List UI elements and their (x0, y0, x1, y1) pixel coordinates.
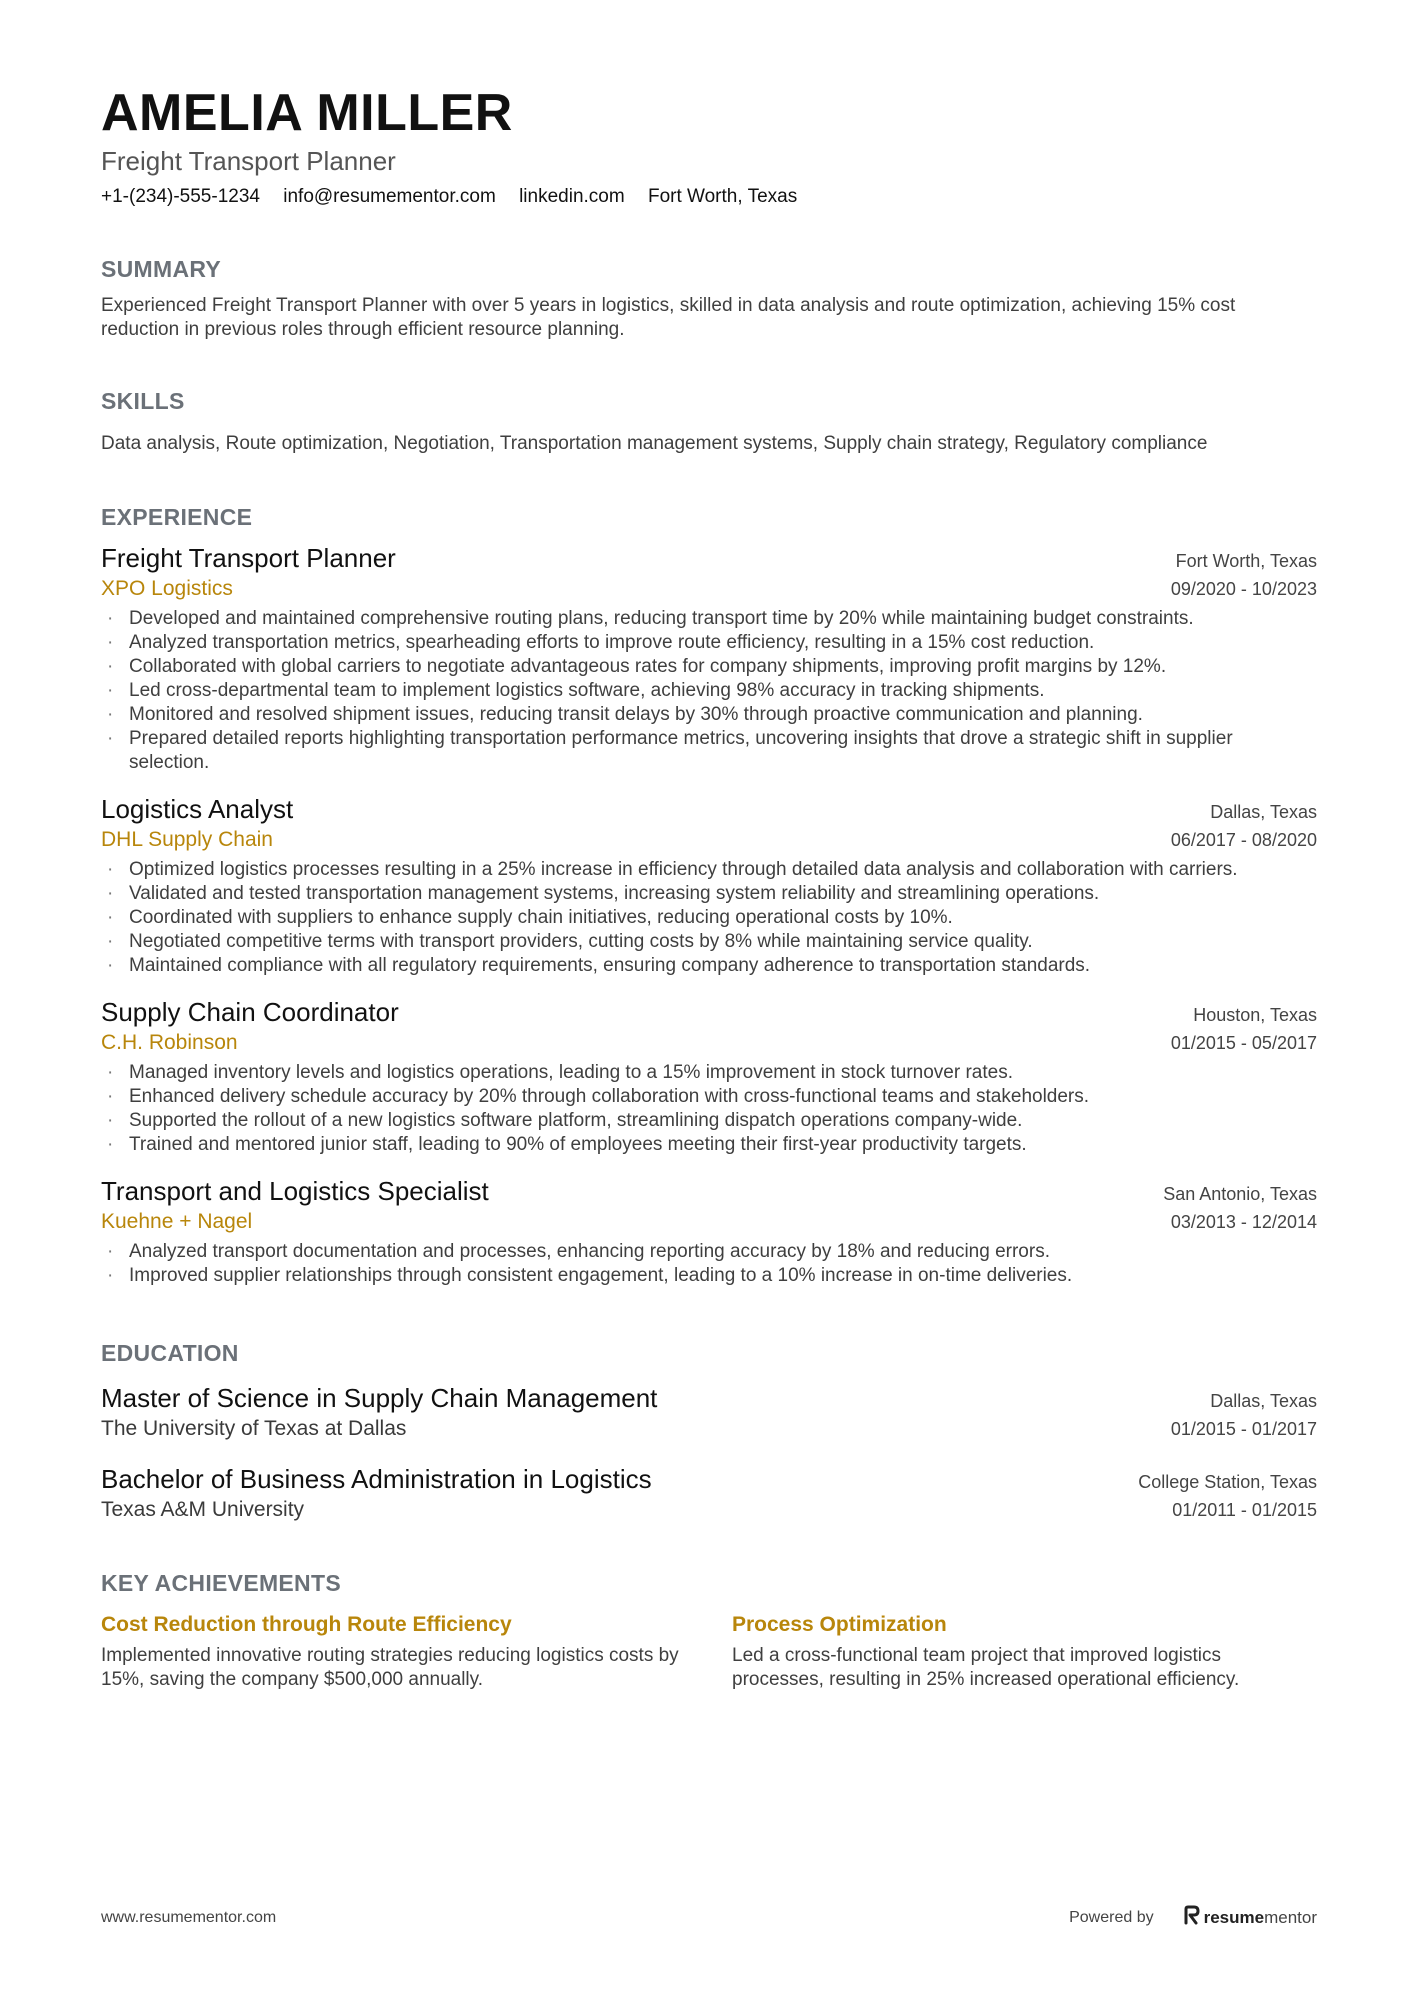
job-bullet: · Monitored and resolved shipment issues, reducing transit delays by 30% through proactive communication and planning. (101, 703, 1317, 727)
achievements-grid (101, 1610, 1317, 1692)
job-bullet: · Led cross-departmental team to implement logistics software, achieving 98% accuracy in tracking shipments. (101, 679, 1317, 703)
job-location: Houston, Texas (1193, 1005, 1317, 1025)
job-bullet: · Optimized logistics processes resulting in a 25% increase in efficiency through detailed data analysis and collaboration with carriers. (101, 858, 1317, 882)
education-degree: Bachelor of Business Administration in Logistics (101, 1464, 652, 1494)
achievement-title: Cost Reduction through Route Efficiency (101, 1613, 512, 1636)
skills-text: Data analysis, Route optimization, Negotiation, Transportation management systems, Supply chain strategy, Regulatory compliance (101, 433, 1208, 454)
job-bullet: · Analyzed transportation metrics, spearheading efforts to improve route efficiency, resulting in a 15% cost reduction. (101, 631, 1317, 655)
contact-phone: +1-(234)-555-1234 (101, 186, 260, 207)
contact-location: Fort Worth, Texas (647, 186, 798, 207)
job-company: Kuehne + Nagel (101, 1210, 253, 1233)
contact-line (101, 184, 1317, 210)
job-title: Logistics Analyst (101, 794, 294, 824)
job-entry (101, 1175, 1317, 1288)
footer-url-link[interactable]: www.resumementor.com (101, 1908, 277, 1926)
achievements-section (101, 1568, 1317, 1692)
job-bullet: · Developed and maintained comprehensive routing plans, reducing transport time by 20% while maintaining budget constraints. (101, 607, 1317, 631)
job-bullet: · Coordinated with suppliers to enhance supply chain initiatives, reducing operational costs by 10%. (101, 906, 1317, 930)
achievement-description: Led a cross-functional team project that improved logistics processes, resulting in 25% increased operational efficiency. (732, 1645, 1240, 1690)
job-dates: 03/2013 - 12/2014 (1170, 1212, 1317, 1232)
achievements-title: KEY ACHIEVEMENTS (101, 1570, 341, 1596)
experience-section (101, 502, 1317, 1288)
job-location: Dallas, Texas (1210, 802, 1317, 822)
resume-page (101, 82, 1317, 1692)
job-bullet: · Managed inventory levels and logistics operations, leading to a 15% improvement in stock turnover rates. (101, 1061, 1317, 1085)
education-title: EDUCATION (101, 1340, 239, 1366)
achievement-description: Implemented innovative routing strategies reducing logistics costs by 15%, saving the company $500,000 annually. (101, 1645, 679, 1690)
job-bullet: · Prepared detailed reports highlighting transportation performance metrics, uncovering insights that drove a strategic shift in supplier selection. (101, 727, 1317, 775)
education-school: Texas A&M University (101, 1498, 305, 1521)
achievement-card (101, 1610, 686, 1692)
resumementor-logo-icon (1184, 1905, 1200, 1930)
education-school: The University of Texas at Dallas (101, 1417, 407, 1440)
job-location: Fort Worth, Texas (1175, 551, 1317, 571)
job-dates: 06/2017 - 08/2020 (1170, 830, 1317, 850)
job-company: XPO Logistics (101, 577, 233, 600)
job-bullets (101, 607, 1317, 775)
candidate-role: Freight Transport Planner (101, 146, 396, 176)
education-entry (101, 1382, 1317, 1443)
education-degree: Master of Science in Supply Chain Management (101, 1383, 658, 1413)
resume-header (101, 82, 1317, 210)
job-bullet: · Analyzed transport documentation and processes, enhancing reporting accuracy by 18% and reducing errors. (101, 1240, 1317, 1264)
achievement-title: Process Optimization (732, 1613, 947, 1636)
skills-section (101, 386, 1317, 456)
education-section (101, 1338, 1317, 1524)
brand-logo[interactable] (1184, 1905, 1317, 1930)
achievement-card (732, 1610, 1317, 1692)
job-bullet: · Trained and mentored junior staff, leading to 90% of employees meeting their first-year productivity targets. (101, 1133, 1317, 1157)
education-location: College Station, Texas (1138, 1472, 1317, 1492)
job-entry (101, 793, 1317, 978)
job-dates: 01/2015 - 05/2017 (1170, 1033, 1317, 1053)
job-title: Freight Transport Planner (101, 543, 396, 573)
skills-title: SKILLS (101, 388, 185, 414)
experience-title: EXPERIENCE (101, 504, 253, 530)
brand-name-bold: resume (1203, 1907, 1265, 1927)
education-dates: 01/2011 - 01/2015 (1172, 1500, 1317, 1520)
candidate-name: AMELIA MILLER (101, 84, 513, 142)
summary-section (101, 254, 1317, 342)
job-bullet: · Validated and tested transportation management systems, increasing system reliability and streamlining operations. (101, 882, 1317, 906)
brand-name-light: mentor (1264, 1907, 1317, 1927)
job-bullets (101, 1061, 1317, 1157)
job-dates: 09/2020 - 10/2023 (1170, 579, 1317, 599)
contact-email: info@resumementor.com (283, 186, 496, 207)
education-entry (101, 1463, 1317, 1524)
education-dates: 01/2015 - 01/2017 (1170, 1419, 1317, 1439)
job-company: C.H. Robinson (101, 1031, 238, 1054)
job-entry (101, 542, 1317, 775)
job-bullet: · Collaborated with global carriers to negotiate advantageous rates for company shipments, improving profit margins by 12%. (101, 655, 1317, 679)
job-bullets (101, 858, 1317, 978)
job-bullet: · Improved supplier relationships through consistent engagement, leading to a 10% increase in on-time deliveries. (101, 1264, 1317, 1288)
job-location: San Antonio, Texas (1163, 1184, 1317, 1204)
job-bullets (101, 1240, 1317, 1288)
summary-title: SUMMARY (101, 256, 222, 282)
page-footer (101, 1905, 1317, 1930)
footer-branding (1069, 1905, 1317, 1930)
job-title: Transport and Logistics Specialist (101, 1176, 489, 1206)
job-bullet: · Negotiated competitive terms with transport providers, cutting costs by 8% while maintaining service quality. (101, 930, 1317, 954)
job-company: DHL Supply Chain (101, 828, 273, 851)
job-entry (101, 996, 1317, 1157)
job-title: Supply Chain Coordinator (101, 997, 399, 1027)
job-bullet: · Maintained compliance with all regulatory requirements, ensuring company adherence to transportation standards. (101, 954, 1317, 978)
job-bullet: · Enhanced delivery schedule accuracy by 20% through collaboration with cross-functional teams and stakeholders. (101, 1085, 1317, 1109)
education-location: Dallas, Texas (1210, 1391, 1317, 1411)
powered-by-label: Powered by (1069, 1908, 1154, 1926)
job-bullet: · Supported the rollout of a new logistics software platform, streamlining dispatch operations company-wide. (101, 1109, 1317, 1133)
summary-text: Experienced Freight Transport Planner with over 5 years in logistics, skilled in data analysis and route optimization, achieving 15% cost reduction in previous roles through efficient resource planning. (101, 295, 1236, 340)
contact-linkedin: linkedin.com (519, 186, 625, 207)
